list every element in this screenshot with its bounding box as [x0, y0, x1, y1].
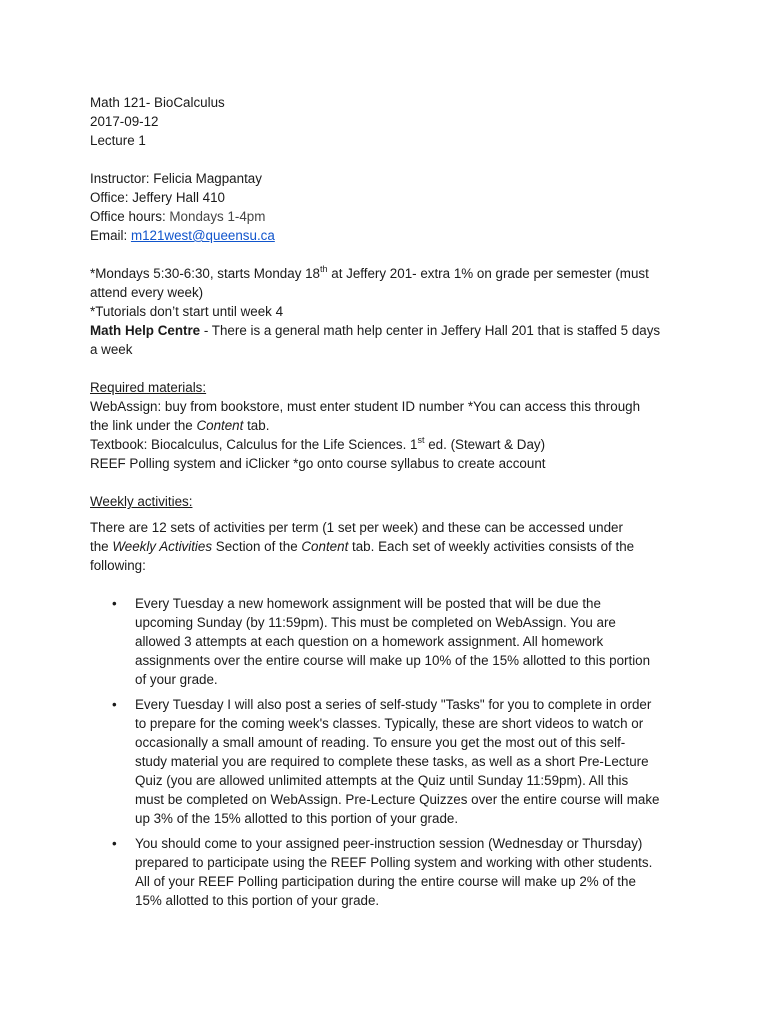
weekly-intro-text: the	[90, 539, 113, 554]
list-item	[90, 695, 690, 828]
list-item-line: Quiz (you are allowed unlimited attempts at the Quiz until Sunday 11:59pm). All this	[135, 773, 629, 788]
webassign-line: WebAssign: buy from bookstore, must enter student ID number *You can access this through	[90, 399, 641, 414]
list-item-line: • You should come to your assigned peer-instruction session (Wednesday or Thursday)	[135, 836, 643, 851]
office-label: Office:	[90, 190, 133, 205]
weekly-activities-heading: Weekly activities:	[90, 494, 193, 509]
list-item	[90, 594, 690, 689]
textbook-text-end: ed. (Stewart & Day)	[424, 437, 546, 452]
document-body	[90, 93, 690, 916]
list-item-line: • Every Tuesday a new homework assignment will be posted that will be due the	[135, 596, 601, 611]
list-item-line: All of your REEF Polling participation during the entire course will make up 2% of the	[135, 874, 636, 889]
webassign-text: the link under the	[90, 418, 197, 433]
weekly-activities-list	[90, 594, 690, 910]
sessions-text-rest: at Jeffery 201- extra 1% on grade per semester (must	[327, 266, 649, 281]
list-item-line: occasionally a small amount of reading. To ensure you get the most out of this self-	[135, 735, 626, 750]
list-item-line: study material you are required to complete these tasks, as well as a short Pre-Lecture	[135, 754, 649, 769]
help-centre-note	[90, 321, 690, 340]
sessions-superscript: th	[320, 263, 328, 274]
office-hours-line	[90, 207, 690, 226]
webassign-text-end: tab.	[243, 418, 270, 433]
list-item-line: to prepare for the coming week's classes. Typically, these are short videos to watch or	[135, 716, 644, 731]
sessions-note	[90, 264, 690, 283]
required-materials-heading: Required materials:	[90, 380, 207, 395]
email-line	[90, 226, 690, 245]
office-hours-label: Office hours:	[90, 209, 170, 224]
course-title: Math 121- BioCalculus	[90, 95, 225, 110]
list-item-line: must be completed on WebAssign. Pre-Lecture Quizzes over the entire course will make	[135, 792, 660, 807]
weekly-intro-line2	[90, 537, 690, 556]
webassign-line-cont	[90, 416, 690, 435]
weekly-activities-ref: Weekly Activities	[112, 539, 213, 554]
reef-line: REEF Polling system and iClicker *go onto course syllabus to create account	[90, 456, 546, 471]
weekly-intro-line3: following:	[90, 558, 146, 573]
lecture-number: Lecture 1	[90, 133, 146, 148]
office-hours-value: Mondays 1-4pm	[169, 209, 266, 224]
help-centre-title: Math Help Centre	[90, 323, 201, 338]
instructor-label: Instructor:	[90, 171, 154, 186]
help-centre-note-cont: a week	[90, 342, 133, 357]
list-item-line: up 3% of the 15% allotted to this portion of your grade.	[135, 811, 459, 826]
office-location: Jeffery Hall 410	[132, 190, 225, 205]
list-item-line: prepared to participate using the REEF Polling system and working with other students.	[135, 855, 653, 870]
weekly-intro-text-mid: Section of the	[212, 539, 302, 554]
textbook-text: Textbook: Biocalculus, Calculus for the Life Sciences. 1	[90, 437, 418, 452]
weekly-intro-text-end: tab. Each set of weekly activities consists of the	[348, 539, 635, 554]
sessions-note-cont: attend every week)	[90, 285, 204, 300]
weekly-intro-line1: There are 12 sets of activities per term (1 set per week) and these can be accessed under	[90, 520, 623, 535]
textbook-line	[90, 435, 690, 454]
list-item-line: of your grade.	[135, 672, 218, 687]
textbook-superscript: st	[417, 434, 425, 445]
lecture-date: 2017-09-12	[90, 114, 159, 129]
list-item-line: 15% allotted to this portion of your grade.	[135, 893, 380, 908]
email-link[interactable]: m121west@queensu.ca	[130, 228, 275, 243]
help-centre-text: - There is a general math help center in Jeffery Hall 201 that is staffed 5 days	[200, 323, 661, 338]
email-label: Email:	[90, 228, 131, 243]
list-item-line: allowed 3 attempts at each question on a homework assignment. All homework	[135, 634, 604, 649]
instructor-line	[90, 169, 690, 188]
list-item-line: upcoming Sunday (by 11:59pm). This must be completed on WebAssign. You are	[135, 615, 616, 630]
sessions-text: *Mondays 5:30-6:30, starts Monday 18	[90, 266, 321, 281]
office-line	[90, 188, 690, 207]
instructor-name: Felicia Magpantay	[153, 171, 262, 186]
tutorials-note: *Tutorials don’t start until week 4	[90, 304, 284, 319]
content-tab-ref-2: Content	[301, 539, 349, 554]
content-tab-ref: Content	[196, 418, 244, 433]
list-item-line: assignments over the entire course will make up 10% of the 15% allotted to this portion	[135, 653, 651, 668]
list-item-line: • Every Tuesday I will also post a series of self-study "Tasks" for you to complete in order	[135, 697, 652, 712]
list-item	[90, 834, 690, 910]
